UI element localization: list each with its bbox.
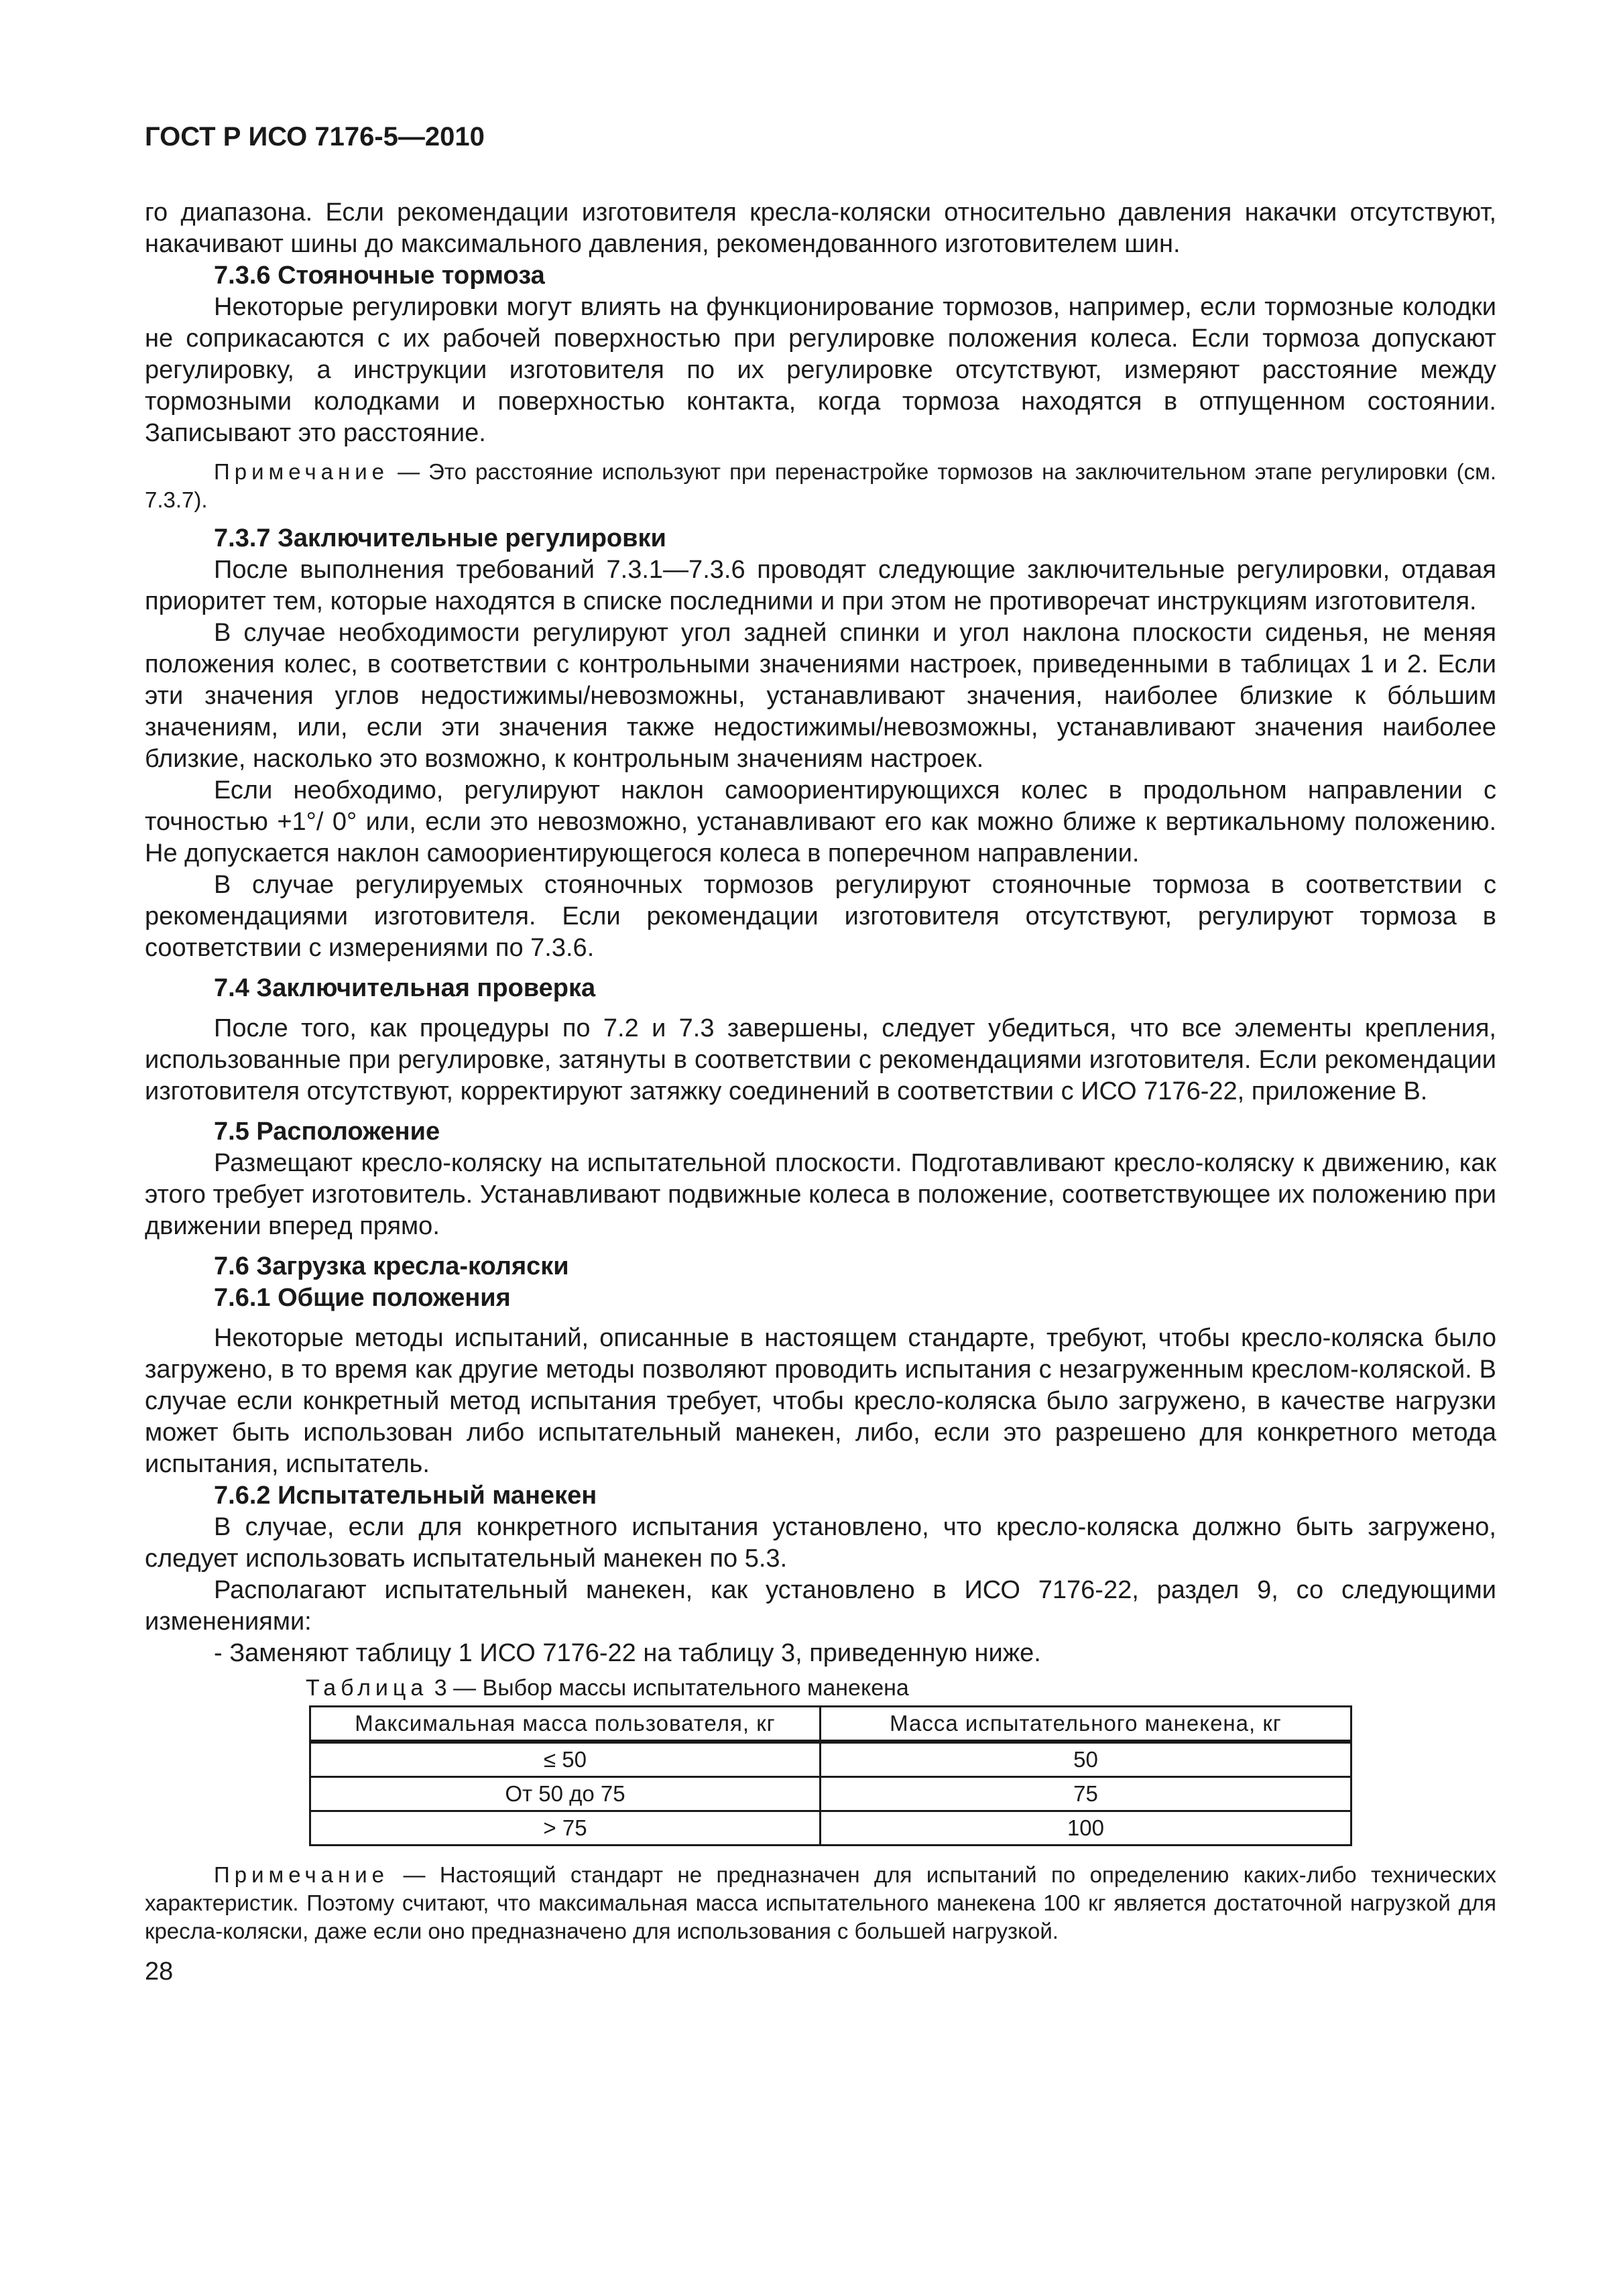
paragraph-7-4: После того, как процедуры по 7.2 и 7.3 завершены, следует убедиться, что все элементы крепления, использованные при регулировке, затянуты в соответствии с рекомендациями изготовителя. Если рекомендации изготовителя отсутствуют, корректируют затяжку соединений в соответствии с ИСО 7176-22, приложение В. xyxy=(145,1014,1496,1105)
note-1-label: Примечание xyxy=(214,459,389,484)
table-cell: 75 xyxy=(820,1777,1351,1811)
paragraph-7-5: Размещают кресло-коляску на испытательной плоскости. Подготавливают кресло-коляску к движению, как этого требует изготовитель. Устанавливают подвижные колеса в положение, соответствующее их положению при движении вперед прямо. xyxy=(145,1149,1496,1240)
paragraph-7-3-7-2: В случае необходимости регулируют угол задней спинки и угол наклона плоскости сиденья, не меняя положения колес, в соответствии с контрольными значениями настроек, приведенными в таблицах 1 и 2. Если эти значения углов недостижимы/невозможны, устанавливают значения, наиболее близкие к бóльшим значениям, или, если эти значения также недостижимы/невозможны, устанавливают значения наиболее близкие, насколько это возможно, к контрольным значениям настроек. xyxy=(145,619,1496,773)
note-2 xyxy=(145,1861,1496,1945)
note-2-label: Примечание xyxy=(214,1862,389,1887)
heading-7-6-2: 7.6.2 Испытательный манекен xyxy=(214,1482,597,1510)
document-header: ГОСТ Р ИСО 7176-5—2010 xyxy=(145,122,485,152)
paragraph-continuation: го диапазона. Если рекомендации изготовителя кресла-коляски относительно давления накачки отсутствуют, накачивают шины до максимального давления, рекомендованного изготовителем шин. xyxy=(145,198,1496,258)
heading-7-6-1: 7.6.1 Общие положения xyxy=(214,1284,511,1312)
table-row xyxy=(310,1777,1351,1811)
paragraph-7-6-1: Некоторые методы испытаний, описанные в настоящем стандарте, требуют, чтобы кресло-коляска было загружено, в то время как другие методы позволяют проводить испытания с незагруженным креслом-коляской. В случае если конкретный метод испытания требует, чтобы кресло-коляска было загружено, в качестве нагрузки может быть использован либо испытательный манекен, либо, если это разрешено для конкретного метода испытания, испытатель. xyxy=(145,1324,1496,1478)
table-row xyxy=(310,1742,1351,1777)
paragraph-7-3-6: Некоторые регулировки могут влиять на функционирование тормозов, например, если тормозные колодки не соприкасаются с их рабочей поверхностью при регулировке положения колеса. Если тормоза допускают регулировку, а инструкции изготовителя по их регулировке отсутствуют, измеряют расстояние между тормозными колодками и поверхностью контакта, когда тормоза находятся в отпущенном состоянии. Записывают это расстояние. xyxy=(145,293,1496,447)
table-cell: 50 xyxy=(820,1742,1351,1777)
heading-7-3-7: 7.3.7 Заключительные регулировки xyxy=(214,524,666,552)
page-number: 28 xyxy=(145,1957,174,1986)
paragraph-7-3-7-3: Если необходимо, регулируют наклон самоориентирующихся колес в продольном направлении с точностью +1°/ 0° или, если это невозможно, устанавливают его как можно ближе к вертикальному положению. Не допускается наклон самоориентирующегося колеса в поперечном направлении. xyxy=(145,776,1496,867)
table-caption xyxy=(306,1673,1496,1703)
table-row xyxy=(310,1811,1351,1846)
table-header-row xyxy=(310,1707,1351,1742)
paragraph-7-6-2-2: Располагают испытательный манекен, как установлено в ИСО 7176-22, раздел 9, со следующими изменениями: xyxy=(145,1576,1496,1636)
note-1-text: — Это расстояние используют при перенастройке тормозов на заключительном этапе регулировки (см. 7.3.7). xyxy=(145,459,1496,512)
paragraph-7-3-7-4: В случае регулируемых стояночных тормозов регулируют стояночные тормоза в соответствии с рекомендациями изготовителя. Если рекомендации изготовителя отсутствуют, регулируют тормоза в соответствии с измерениями по 7.3.6. xyxy=(145,871,1496,962)
paragraph-7-3-7-1: После выполнения требований 7.3.1—7.3.6 проводят следующие заключительные регулировки, отдавая приоритет тем, которые находятся в списке последними и при этом не противоречат инструкциям изготовителя. xyxy=(145,556,1496,615)
table-cell: От 50 до 75 xyxy=(310,1777,821,1811)
table-header-cell: Максимальная масса пользователя, кг xyxy=(310,1707,821,1742)
table-cell: 100 xyxy=(820,1811,1351,1846)
note-1 xyxy=(145,458,1496,514)
table-caption-label: Таблица xyxy=(306,1675,428,1701)
table-header-cell: Масса испытательного манекена, кг xyxy=(820,1707,1351,1742)
table-caption-text: 3 — Выбор массы испытательного манекена xyxy=(428,1675,909,1701)
document-page xyxy=(145,121,1496,1988)
heading-7-6: 7.6 Загрузка кресла-коляски xyxy=(214,1252,569,1280)
table-cell: ≤ 50 xyxy=(310,1742,821,1777)
mass-table xyxy=(309,1705,1352,1846)
note-2-text: — Настоящий стандарт не предназначен для испытаний по определению каких-либо технических характеристик. Поэтому считают, что максимальная масса испытательного манекена 100 кг является достаточной нагрузкой для кресла-коляски, даже если оно предназначено для использования с большей нагрузкой. xyxy=(145,1862,1496,1943)
heading-7-3-6: 7.3.6 Стояночные тормоза xyxy=(214,261,545,290)
table-cell: > 75 xyxy=(310,1811,821,1846)
heading-7-4: 7.4 Заключительная проверка xyxy=(214,974,596,1002)
paragraph-7-6-2-3: - Заменяют таблицу 1 ИСО 7176-22 на таблицу 3, приведенную ниже. xyxy=(214,1639,1041,1667)
heading-7-5: 7.5 Расположение xyxy=(214,1117,440,1146)
paragraph-7-6-2-1: В случае, если для конкретного испытания установлено, что кресло-коляска должно быть загружено, следует использовать испытательный манекен по 5.3. xyxy=(145,1513,1496,1573)
